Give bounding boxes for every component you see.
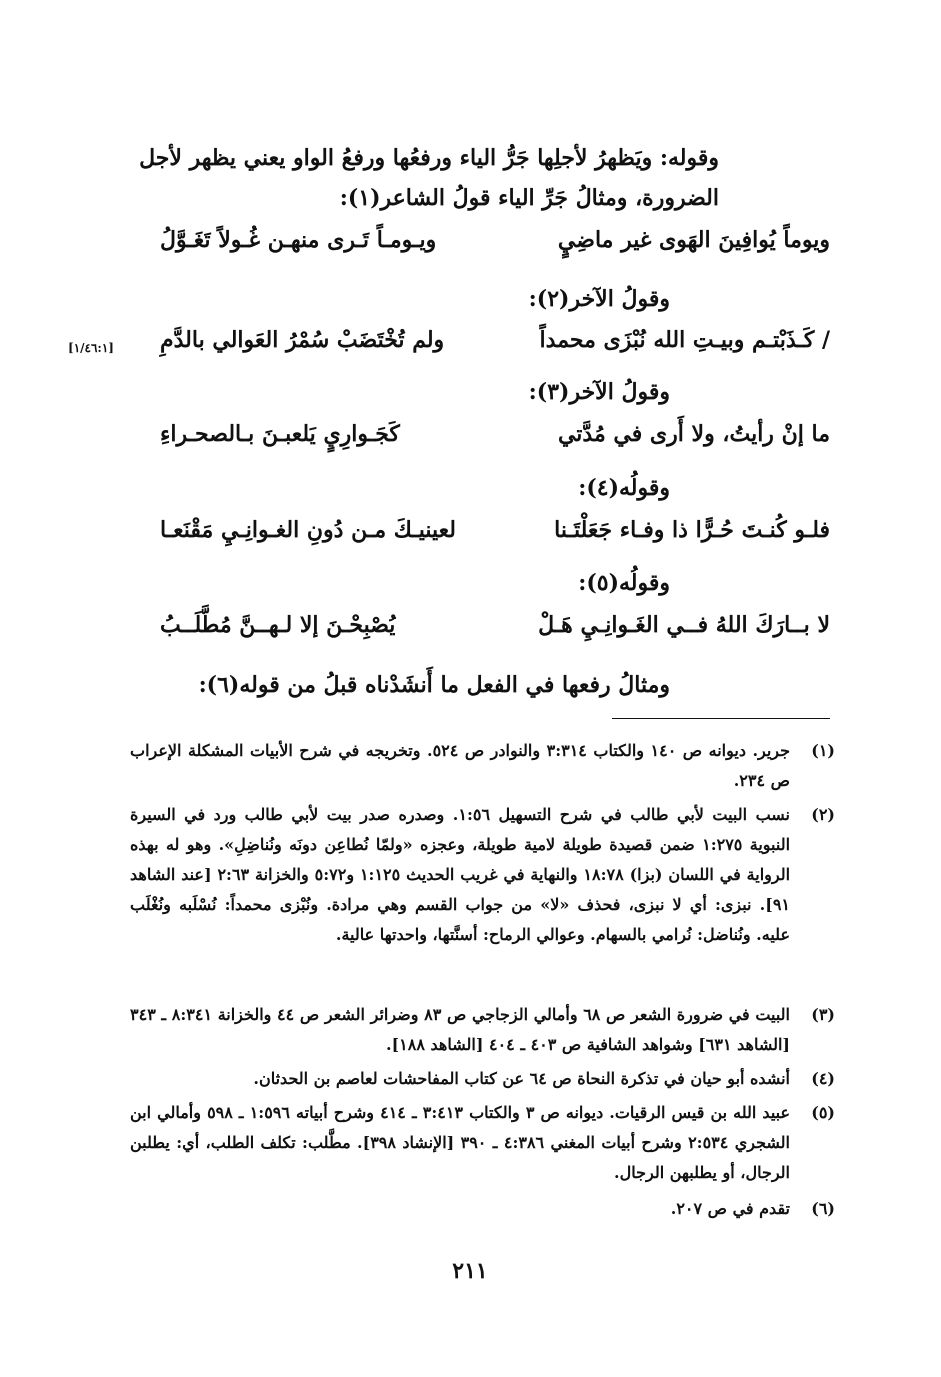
footnote-5 — [130, 1098, 835, 1188]
footnote-number: (٤) — [811, 1069, 835, 1088]
verse-2 — [130, 327, 830, 367]
verse-second-hemistich: ولم تُخْتَضَبْ سُمْرُ العَوالي بالدَّمِ — [160, 327, 445, 353]
paragraph-line: وقوله: ويَظهرُ لأجلِها جَرُّ الياء ورفعُها ورفعُ الواو يعني يظهر لأجل — [139, 145, 719, 171]
footnote-text: أنشده أبو حيان في تذكرة النحاة ص ٦٤ عن كتاب المفاحشات لعاصم بن الحدثان. — [253, 1069, 790, 1088]
verse-3 — [130, 421, 830, 461]
footnote-number: (٢) — [811, 805, 835, 824]
verse-intro-line: وقولُه(٤): — [578, 475, 670, 501]
footnote-2 — [130, 800, 835, 950]
footnote-text: جرير. ديوانه ص ١٤٠ والكتاب ٣:٣١٤ والنوادر ص ٥٢٤. وتخريجه في شرح الأبيات المشكلة الإعراب ص ٢٣٤. — [130, 741, 791, 790]
verse-first-hemistich: لا بــارَكَ اللهُ فــي الغَـوانِـيِ هَـلْ — [538, 612, 830, 638]
verse-first-hemistich: ويوماً يُوافِينَ الهَوى غير ماضِيٍ — [557, 227, 830, 253]
verse-first-hemistich: ما إنْ رأيتُ، ولا أَرى في مُدَّتي — [557, 421, 830, 447]
footnote-text: عبيد الله بن قيس الرقيات. ديوانه ص ٣ والكتاب ٣:٤١٣ ـ ٤١٤ وشرح أبياته ١:٥٩٦ ـ ٥٩٨ وأمالي ابن الشجري ٢:٥٣٤ وشرح أبيات المغني ٤:٣٨٦ ـ ٣٩٠ [الإنشاد ٣٩٨]. مطَّلب: تكلف الطلب، أي: يطلبن الرجال، أو يطلبهن الرجال. — [130, 1103, 791, 1182]
footnote-separator — [612, 718, 830, 719]
paragraph-line: ومثالُ رفعها في الفعل ما أَنشَدْناه قبلُ من قوله(٦): — [198, 672, 670, 698]
verse-5 — [130, 612, 830, 652]
verse-intro-line: وقولُ الآخر(٣): — [528, 379, 670, 405]
footnote-6 — [130, 1194, 835, 1224]
verse-1 — [130, 227, 830, 267]
verse-first-hemistich: / كَـذَبْتـم وبيـتِ الله نُبْزَى محمداً — [539, 327, 830, 353]
footnote-1 — [130, 736, 835, 796]
verse-intro-line: وقولُ الآخر(٢): — [528, 286, 670, 312]
footnote-3 — [130, 1000, 835, 1060]
footnote-text: تقدم في ص ٢٠٧. — [670, 1199, 790, 1218]
footnote-4 — [130, 1064, 835, 1094]
verse-4 — [130, 517, 830, 557]
verse-intro-line: وقولُه(٥): — [578, 570, 670, 596]
verse-first-hemistich: فلـو كُنـتَ حُـرًّا ذا وفـاء جَعَلْتَـنا — [554, 517, 830, 543]
footnote-text: البيت في ضرورة الشعر ص ٦٨ وأمالي الزجاجي ص ٨٣ وضرائر الشعر ص ٤٤ والخزانة ٨:٣٤١ ـ ٣٤٣ [الشاهد ٦٣١] وشواهد الشافية ص ٤٠٣ ـ ٤٠٤ [الشاهد ١٨٨]. — [130, 1005, 791, 1054]
verse-second-hemistich: يُصْبِحْـنَ إلا لـهــنَّ مُطَّلَــبُ — [160, 612, 396, 638]
page-number: ٢١١ — [452, 1258, 488, 1284]
footnote-number: (٥) — [811, 1103, 835, 1122]
verse-second-hemistich: ويـومـاً تَـرى منهـن غُـولاً تَغَـوَّلُ — [160, 227, 437, 253]
footnote-number: (٣) — [811, 1005, 835, 1024]
margin-reference: [١/٤٦:١] — [68, 341, 114, 355]
footnote-text: نسب البيت لأبي طالب في شرح التسهيل ١:٥٦. وصدره صدر بيت لأبي طالب ورد في السيرة النبوية ١:٢٧٥ ضمن قصيدة طويلة لامية طويلة، وعجزه «ولمّا نُطاعِن دونَه ونُناضِلِ». وهو له بهذه الرواية في اللسان (بزا) ١٨:٧٨ والنهاية في غريب الحديث ١:١٢٥ و٥:٧٢ والخزانة ٢:٦٣ [عند الشاهد ٩١]. نبزى: أي لا نبزى، فحذف «لا» من جواب القسم وهي مرادة. ونُبْزى محمداً: نُسْلَبه ونُغْلَب عليه. ونُناضل: نُرامي بالسهام. وعوالي الرماح: أسنَّتها، واحدتها عالية. — [130, 805, 791, 944]
footnote-number: (١) — [811, 741, 835, 760]
paragraph-line: الضرورة، ومثالُ جَرِّ الياء قولُ الشاعر(١): — [339, 185, 719, 211]
verse-second-hemistich: كَجَـوارِيٍ يَلعبـنَ بـالصحـراءِ — [160, 421, 400, 447]
footnote-number: (٦) — [811, 1199, 835, 1218]
verse-second-hemistich: لعينيـكَ مـن دُونِ الغـوانِـيِ مَقْنَعـا — [160, 517, 456, 543]
